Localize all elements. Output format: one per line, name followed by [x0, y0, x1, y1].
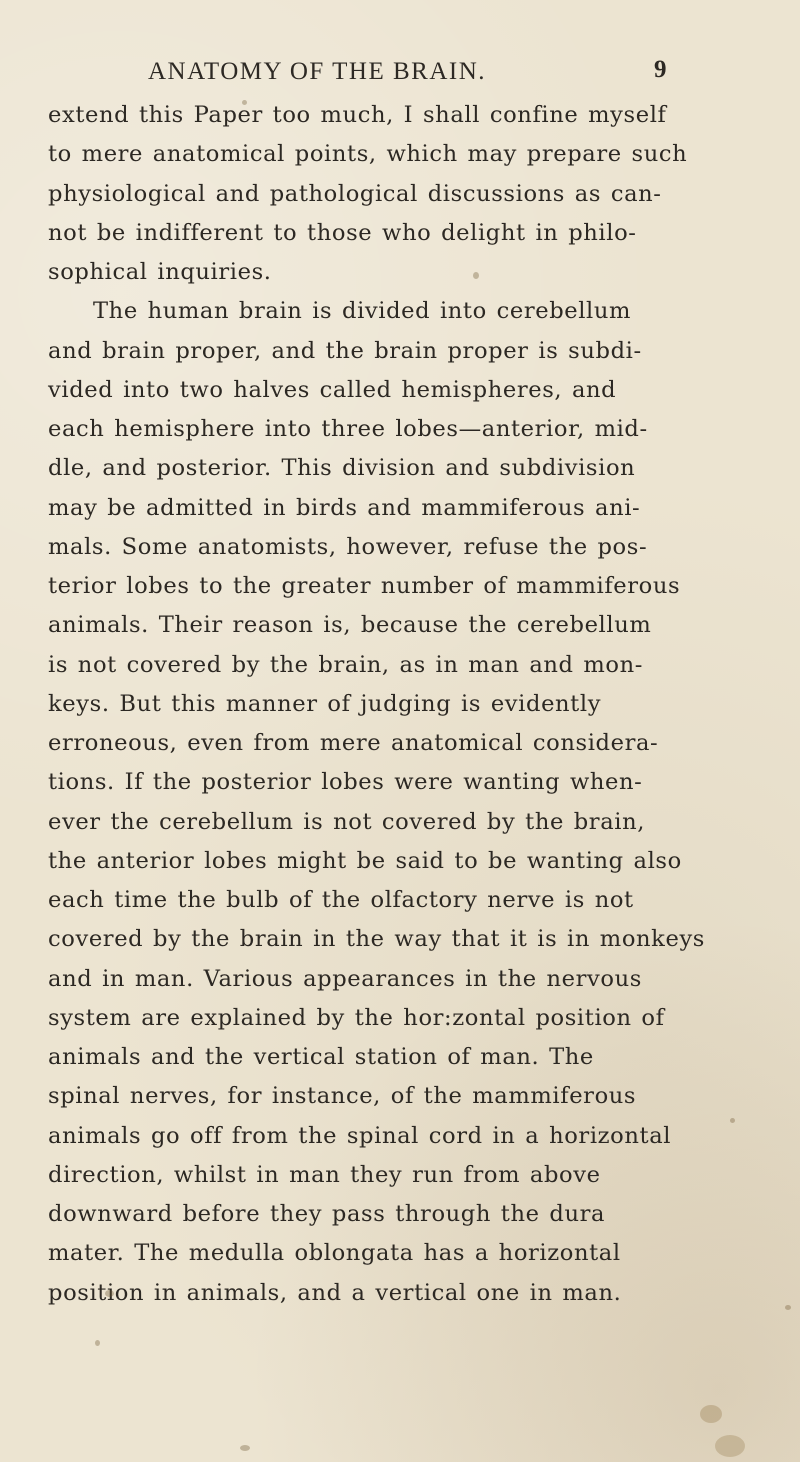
text-line: erroneous, even from mere anatomical considera-: [48, 730, 659, 756]
text-line: keys. But this manner of judging is evidently: [48, 690, 602, 717]
text-line: may be admitted in birds and mammiferous ani-: [48, 494, 641, 521]
text-line: mals. Some anatomists, however, refuse the pos-: [48, 533, 648, 560]
text-line: and brain proper, and the brain proper is subdi-: [48, 337, 642, 364]
paper-stain: [715, 1435, 745, 1457]
running-header: [148, 58, 668, 92]
text-line: tions. If the posterior lobes were wanting when-: [48, 769, 643, 796]
paper-speck: [473, 272, 479, 279]
text-line: covered by the brain in the way that it is in monkeys: [48, 926, 706, 953]
text-line: system are explained by the hor:zontal position of: [48, 1004, 665, 1031]
paper-stain: [700, 1405, 722, 1423]
paper-speck: [242, 100, 247, 105]
text-line: the anterior lobes might be said to be wanting also: [48, 847, 682, 874]
text-line: is not covered by the brain, as in man and mon-: [48, 651, 644, 678]
text-line: each time the bulb of the olfactory nerve is not: [48, 887, 634, 913]
text-line: not be indifferent to those who delight in philo-: [48, 219, 637, 246]
text-line: spinal nerves, for instance, of the mammiferous: [48, 1083, 637, 1110]
text-line: vided into two halves called hemispheres, and: [48, 376, 617, 403]
paper-speck: [105, 1290, 114, 1297]
text-line: downward before they pass through the dura: [48, 1201, 606, 1227]
text-line: ever the cerebellum is not covered by the brain,: [48, 808, 646, 835]
text-line: sophical inquiries.: [48, 259, 272, 285]
paper-speck: [785, 1305, 791, 1310]
body-text: [48, 96, 758, 1313]
text-line: animals go off from the spinal cord in a horizontal: [48, 1122, 672, 1149]
text-line: The human brain is divided into cerebellum: [93, 298, 632, 325]
text-line: each hemisphere into three lobes—anterior, mid-: [48, 416, 648, 442]
text-line: direction, whilst in man they run from above: [48, 1161, 601, 1188]
text-line: position in animals, and a vertical one in man.: [48, 1279, 622, 1306]
text-line: animals and the vertical station of man. The: [48, 1044, 594, 1070]
text-line: to mere anatomical points, which may prepare such: [48, 141, 688, 168]
paper-speck: [730, 1118, 735, 1123]
text-line: and in man. Various appearances in the nervous: [48, 965, 642, 992]
header-title: ANATOMY OF THE BRAIN.: [148, 58, 487, 85]
paper-speck: [95, 1340, 100, 1346]
text-line: animals. Their reason is, because the cerebellum: [48, 612, 652, 639]
text-line: extend this Paper too much, I shall confine myself: [48, 102, 667, 128]
page-number: 9: [654, 56, 668, 83]
paper-speck: [240, 1445, 250, 1451]
text-line: physiological and pathological discussions as can-: [48, 180, 662, 207]
text-line: dle, and posterior. This division and subdivision: [48, 455, 636, 482]
text-line: terior lobes to the greater number of mammiferous: [48, 573, 681, 599]
text-line: mater. The medulla oblongata has a horizontal: [48, 1240, 621, 1267]
